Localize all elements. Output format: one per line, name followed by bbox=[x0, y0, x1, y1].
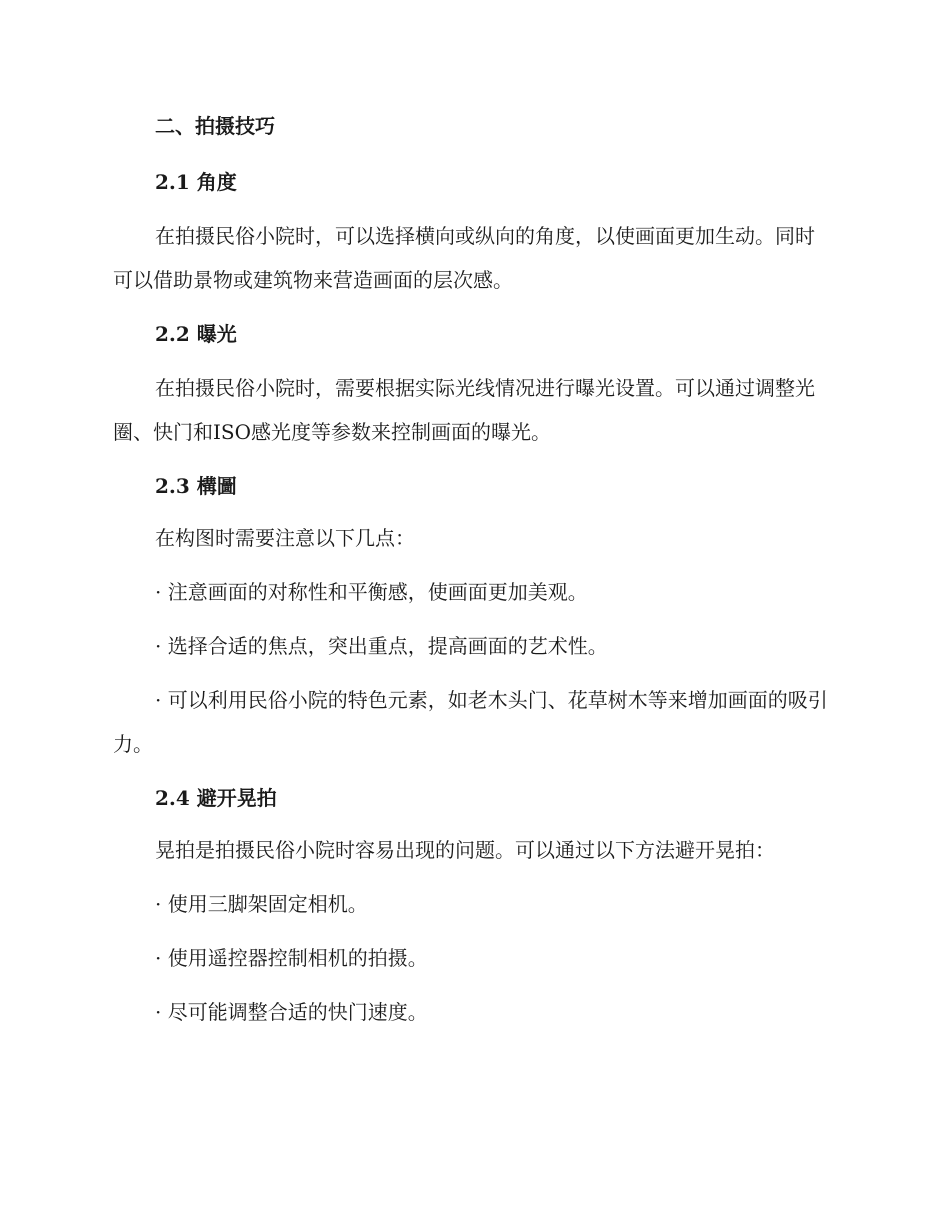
heading-2-3: 2.3 構圖 bbox=[155, 474, 237, 498]
bullet-item: · 使用遥控器控制相机的拍摄。 bbox=[155, 946, 428, 970]
heading-2-2: 2.2 曝光 bbox=[155, 322, 237, 346]
paragraph-2-3-intro: 在构图时需要注意以下几点： bbox=[155, 526, 415, 550]
heading-2-1: 2.1 角度 bbox=[155, 170, 237, 194]
paragraph-2-2: 在拍摄民俗小院时，需要根据实际光线情况进行曝光设置。可以通过调整光圈、快门和ISO感光度等参数来控制画面的曝光。 bbox=[113, 376, 815, 444]
bullet-item: · 可以利用民俗小院的特色元素，如老木头门、花草树木等来增加画面的吸引力。 bbox=[113, 688, 828, 756]
paragraph-2-1: 在拍摄民俗小院时，可以选择横向或纵向的角度，以使画面更加生动。同时可以借助景物或建筑物来营造画面的层次感。 bbox=[113, 224, 815, 292]
bullet-item: · 使用三脚架固定相机。 bbox=[155, 892, 368, 916]
section-title: 二、拍摄技巧 bbox=[155, 114, 275, 138]
document-page bbox=[113, 108, 830, 1034]
bullet-item: · 尽可能调整合适的快门速度。 bbox=[155, 1000, 428, 1024]
bullet-item: · 注意画面的对称性和平衡感，使画面更加美观。 bbox=[155, 580, 588, 604]
bullet-item: · 选择合适的焦点，突出重点，提高画面的艺术性。 bbox=[155, 634, 608, 658]
paragraph-2-4-intro: 晃拍是拍摄民俗小院时容易出现的问题。可以通过以下方法避开晃拍： bbox=[155, 838, 775, 862]
heading-2-4: 2.4 避开晃拍 bbox=[155, 786, 277, 810]
